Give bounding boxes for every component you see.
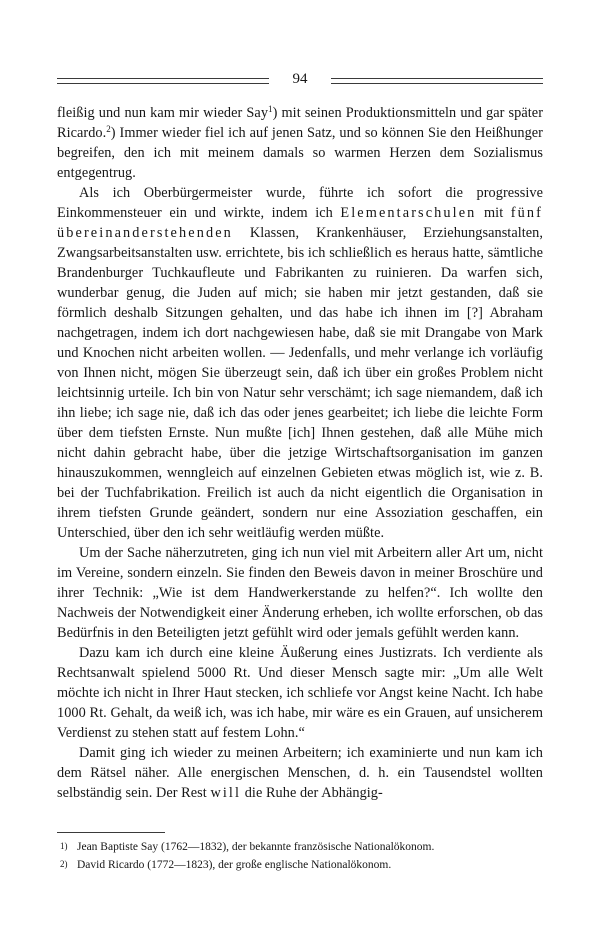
footnote-1-mark: 1): [60, 841, 68, 851]
text-run: mit: [476, 205, 511, 221]
paragraph: [57, 643, 543, 743]
paragraph: [57, 103, 543, 183]
footnote-1: [57, 838, 543, 856]
text-run: Als ich Oberbürgermeister wurde, führte ich sofort die progressive Einkommensteuer ein und wirkte, indem ich: [57, 185, 543, 221]
text-run: Dazu kam ich durch eine kleine Äußerung eines Justizrats. Ich verdiente als Rechtsanwalt spielend 5000 Rt. Und dieser Mensch sagte mir: „Um alle Welt möchte ich nicht in Ihrer Haut stecken, ich schliefe vor Angst keine Nacht. Ich habe 1000 Rt. Gehalt, da weiß ich, was ich habe, mir wäre es ein Grauen, auf unsicherem Verdienst zu stehen statt auf festem Lohn.“: [57, 645, 543, 741]
footnotes: [57, 838, 543, 874]
emphasis-spaced: Elementarschulen: [340, 205, 477, 221]
paragraph: [57, 743, 543, 803]
footnote-1-text: Jean Baptiste Say (1762—1832), der bekannte französische Nationalökonom.: [77, 841, 435, 853]
text-run: Damit ging ich wieder zu meinen Arbeitern; ich examinierte und nun kam ich dem Rätsel näher. Alle energischen Menschen, d. h. ein Tausendstel wollten selbständig sein. Der Rest: [57, 745, 543, 801]
text-run: Um der Sache näherzutreten, ging ich nun viel mit Arbeitern aller Art um, nicht im Vereine, sondern einzeln. Sie finden den Beweis davon in meiner Broschüre und ihrer Technik: „Wie ist dem Handwerkerstande zu helfen?“. Ich wollte den Nachweis der Notwendigkeit einer Änderung erheben, ich wollte erforschen, ob das Bedürfnis in den Beteiligten jetzt gefühlt wird oder jemals gefühlt werden kann.: [57, 545, 543, 641]
text-run: ) mit seinen Produktionsmitteln und gar später Ricardo.: [57, 105, 543, 141]
text-run: ) Immer wieder fiel ich auf jenen Satz, und so können Sie den Heißhunger begreifen, den ich mit meinem damals so warmen Herzen dem Sozialismus entgegentrug.: [57, 125, 543, 181]
page-number: 94: [292, 71, 308, 87]
footnote-2: [57, 856, 543, 874]
paragraph: [57, 183, 543, 543]
header-rule-right: [331, 78, 543, 84]
footnote-2-text: David Ricardo (1772—1823), der große englische Nationalökonom.: [77, 859, 392, 871]
body-text: [57, 103, 543, 803]
emphasis-spaced: will: [210, 785, 242, 801]
text-run: Klassen, Krankenhäuser, Erziehungsanstalten, Zwangsarbeitsanstalten usw. errichtete, bis ich schließlich es heraus hatte, sämtliche Brandenburger Tuchkaufleute und Fabrikanten zu ruinieren. Da warfen sich, wunderbar genug, die Juden auf mich; sie haben mir jetzt gestanden, daß sie förmlich deshalb Sitzungen gehalten, und das habe ich ihnen im [?] Abraham nachgetragen, indem ich dort nachgewiesen habe, daß sie mit Drangabe von Mark und Knochen nicht arbeiten wollen. — Jedenfalls, und mehr verlange ich vorläufig von Ihnen nicht, mögen Sie überzeugt sein, daß ich über ein großes Problem nicht leichtsinnig urteile. Ich bin von Natur sehr verschämt; ich sage niemandem, daß ich ihn liebe; ich sage nie, daß ich das oder jenes gearbeitet; ich liebe die leichte Form über dem tiefsten Ernste. Nun mußte [ich] Ihnen gestehen, daß alle Mühe mich nicht dahin gebracht habe, über die jetzige Wirtschaftsorganisation im ganzen hinauszukommen, wenngleich auf einzelnen Gebieten etwas möglich ist, wie z. B. bei der Tuchfabrikation. Freilich ist auch da nicht eigentlich die Organisation in ihrem tiefsten Grunde geändert, sondern nur eine Assoziation geschaffen, ein Unterschied, über den ich sehr weitläufig werden müßte.: [57, 225, 543, 541]
footnote-rule: [57, 832, 165, 833]
text-run: die Ruhe der Abhängig-: [241, 785, 383, 801]
emphasis-spaced: fünf übereinanderstehenden: [57, 205, 544, 241]
footnote-reference: 2: [106, 124, 111, 134]
footnote-reference: 1: [268, 104, 273, 114]
footnote-2-mark: 2): [60, 859, 68, 869]
text-run: fleißig und nun kam mir wieder Say: [57, 105, 269, 121]
paragraph: [57, 543, 543, 643]
page-header: [57, 68, 543, 90]
